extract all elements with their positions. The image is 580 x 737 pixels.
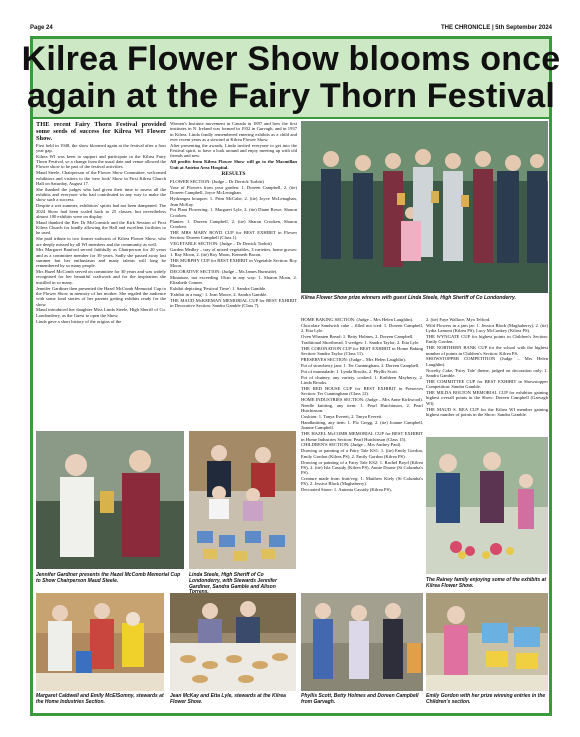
photo-rainey-family [426,437,548,574]
paragraph: THE recent Fairy Thorn Festival provided some seeds of success for Kilrea WI Flower Show. [36,121,166,142]
result-entry: 'Exhibit in a mug': 1. Jean Moore, 2. Sandra Gamble. [170,292,268,298]
paragraph: Kilrea WI was keen to support and participate in the Kilrea Fairy Thorn Festival, so a change from the usual date and venue allowed the Flower show to be part of the festival activities. [36,153,166,170]
result-entry: THE MAUD S. REA CUP for the Kilrea WI member gaining highest number of points in the Show: Sandra Gamble. [426,406,548,417]
photo-emily-gordon [426,593,548,691]
result-entry: Vase of Flowers from your garden: 1. Doreen Campbell, 2. (tie) Doreen Campbell, Joyce McLenaghan. [170,185,297,196]
result-entry: FLOWER SECTION: (Judge – Dr Derrick Turbitt) [170,179,264,185]
paragraph: Maud thanked the Rev Dr McCormick and the Kirk Session of First Kilrea Church for kindly allowing the Hall and excellent facilities to be used. [36,219,166,236]
result-entry: Decorated Stone: 1. Antonia Cassidy (Kilrea PS), [301,487,392,493]
result-entry: 2. (tie) Faye Wallace, Mya Telford. [426,317,491,322]
paragraph: First held in 1948, the show bloomed again at the festival after a four year gap. [36,142,166,153]
result-entry: Cushion: 1. Tanya Everett, 2. Tanya Everett. [301,414,383,420]
caption-rainey-family: The Rainey family enjoying some of the exhibits at Kilrea Flower Show. [426,577,547,589]
result-entry: Traditional Shortbread, 5 wedges: 1. Sandra Taylor, 2. Etta Lyle. [301,339,420,345]
caption-phyllis-scott: Phyllis Scott, Betty Holmes and Doreen Campbell from Garvagh. [301,693,419,705]
result-entry: HOME INDUSTRIES SECTION: (Judge – Mrs Anne Kirkwood). [301,397,423,403]
result-entry: Exhibit depicting 'Festival Time': 1. Sandra Gamble. [170,286,267,292]
result-entry: Pot Plant Flowering: 1. Margaret Lyle, 2. (tie) Diane Rowe, Sharon Crooken. [170,207,297,218]
paragraph: Mrs Hazel McComb served on committee for 30 years and was widely recognised for her beautiful craftwork and for the inspiration she instilled in so many. [36,269,166,285]
page-number: Page 24 [30,25,53,31]
result-entry: Creature made from fruit/veg: 1. Matthew Kiely (St Columba's PS), 2. Jessica Black (Maghaberry). [301,476,423,487]
result-entry: Drawing or painting of a Fairy Tale KS1: 1. (tie) Emily Gordon, Emily Gordon (Kilrea PS), 2. Emily Gordon (Kilrea PS). [301,448,423,459]
paragraph: She thanked the judges who had given their time to assess all the exhibits and everyone who had contributed in any way to make the show such a success. [36,186,166,203]
result-entry: Novelty Cake, 'Fairy Tale' theme, judged on decoration only: 1. Sandra Gamble. [426,367,548,378]
result-entry: THE COMMITTEE CUP for BEST EXHIBIT in Showstopper Competition: Sandra Gamble. [426,378,548,390]
result-entry: THE MURPHY CUP for BEST EXHIBIT in Vegetable Section: Roy Moon. [170,258,297,269]
result-entry: DECORATIVE SECTION: (Judge – Ms James Burnside). [170,269,278,275]
result-entry: Miniature, not exceeding 10cm in any way: 1. Sharon Moon, 2. Elizabeth Conner. [170,275,297,286]
result-entry: THE MILDA BOLTON MEMORIAL CUP for exhibitor gaining highest overall points in the Show: Doreen Campbell (Garvagh WI). [426,390,548,406]
paragraph: Jennifer Gardiner then presented the Hazel McComb Memorial Cup to the Flower Show in memory of her mother. She regaled the audience with some fond stories of her parents getting exhibits ready for the show. [36,285,166,307]
result-entry: Pot of strawberry jam: 1. Ter Cunningham, 2. Doreen Campbell. [301,362,420,368]
caption-prize-winners: Kilrea Flower Show prize winners with guest Linda Steele, High Sheriff of Co Londonderry. [301,295,517,301]
headline-line-1: Kilrea Flower Show blooms once [21,40,561,78]
result-entry: SHOWSTOPPER COMPETITION (Judge – Mrs Helen Laughlin). [426,356,548,367]
result-entry: CHILDREN'S SECTION: (Judge – Mrs Audrey Paul). [301,442,402,448]
text-column-4 [426,317,548,433]
result-entry: THE MAUD McKEEMAN MEMORIAL CUP for BEST EXHIBIT in Decorative Section: Sandra Gamble (Class 7). [170,298,297,309]
paragraph: Maud introduced her daughter Miss Linda Steele, High Sheriff of Co. Londonderry, as the Guest to open the Show. [36,307,166,318]
photo-phyllis-betty-doreen [301,593,423,691]
result-entry: Handknitting, any item: 1. Flo Gregg, 2. (tie) Joanne Campbell, Joanne Campbell. [301,420,423,431]
result-entry: Garden Medley – tray of mixed vegetables, 3 varieties, home grown: 1. Ray Moon, 2. (tie) Roy Moon, Kenneth Bacon. [170,246,297,258]
paragraph: After presenting the awards, Linda invited everyone to get into the Festival spirit, to have a look around and enjoy meeting up with old friends and new. [170,142,297,159]
results-heading: RESULTS [221,170,246,177]
photo-margaret-caldwell [36,593,164,691]
result-entry: THE CORONATION CUP for BEST EXHIBIT in Home Baking Section: Sandra Taylor (Class 11). [301,345,423,357]
caption-jennifer-gardiner: Jennifer Gardiner presents the Hazel McComb Memorial Cup to Show Chairperson Maud Steele. [36,572,181,584]
text-column-2 [170,121,297,427]
result-entry: Chocolate Sandwich cake – filled not iced: 1. Doreen Campbell, 2. Etta Lyle. [301,322,423,334]
paragraph: She paid tribute to two former stalwarts of Kilrea Flower Show, who are deeply missed by all WI members and the community as well. [36,236,166,247]
headline-line-2: again at the Fairy Thorn Festival [26,77,556,115]
result-entry: THE HAZEL McCOMB MEMORIAL CUP for BEST EXHIBIT in Home Industries Section: Pearl Hutchinson (Class 15). [301,431,423,442]
paragraph: Maud Steele, Chairperson of the Flower Show Committee, welcomed exhibitors and visitors to the 'new look' Show in First Kilrea Church Hall on Saturday, August 17. [36,170,166,186]
result-entry: THE WYNGATE CUP for highest points in Children's Section: Emily Gordon. [426,334,548,345]
result-entry: PRESERVES SECTION: (Judge – Mrs Helen Laughlin). [301,357,406,363]
paragraph: Mrs Margaret Banford served faithfully as Chairperson for 20 years and as a committee member for 39 years. Sadly she passed away last summer but her enthusiasm and many talents will long be remembered by so many people. [36,247,166,269]
photo-prize-winners [301,121,548,293]
result-entry: Hydrangea bouquet: 1. Prim McCabe, 2. (tie) Joyce McLenaghan, Jean McKay. [170,196,297,207]
result-entry: THE RED HOUSE CUP for BEST EXHIBIT in Preserves Section: Ter Cunningham (Class 12). [301,385,423,397]
article-body [33,119,549,713]
photo-linda-steele-stewards [189,431,296,569]
article-frame [21,36,561,716]
result-entry: THE NORTHERN BANK CUP for the school with the highest number of points in Children's Section: Kilrea PS. [426,345,548,356]
result-entry: Planter: 1. Doreen Campbell, 2. (tie) Sharon Crooken, Sharon Crooken. [170,218,297,229]
text-column-1 [36,121,166,427]
paper-name-date: THE CHRONICLE | 5th September 2024 [440,25,552,31]
caption-margaret-caldwell: Margaret Caldwell and Emily McElSomny, stewards at the Home Industries Section. [36,693,164,705]
paragraph: Women's Institute movement in Canada in 1897 and how the first institutes in N. Ireland was formed in 1932 in Garvagh, and in 1937 in Kilrea. Linda fondly remembered entering exhibits as a child and ever recent years as a steward at Kilrea Flower Show. [170,121,297,142]
result-entry: Drawing or painting of a Fairy Tale KS2: 1. Rachel Boyd (Kilrea PS), 2. (tie) Isla Cassidy (Kilrea PS), Annie Doone (St Columba's PS). [301,459,423,476]
result-entry: HOME BAKING SECTION: (Judge – Mrs Helen Laughlin). [301,317,414,322]
result-entry: Pot of chutney, any variety, cooked: 1. Kathleen Mayberry, 2. Linda Brooks. [301,374,423,386]
text-column-3 [301,317,423,572]
headline-banner [21,39,561,117]
result-entry: Needle knitting, any item: 1. Pearl Hutchinson, 2. Pearl Hutchinson. [301,402,423,414]
paragraph: Despite a wet summer, exhibitors' spirits had not been dampened. The 2024 Show had been scaled back to 25 classes, but nevertheless almost 100 exhibits were on display. [36,203,166,219]
result-entry: THE MRS MARY BOYD CUP for BEST EXHIBIT in Flower Section: Doreen Campbell (Class 1). [170,229,297,241]
result-entry: Oven Wheaten Bread: 1. Betty Holmes, 2. Doreen Campbell. [301,334,414,340]
result-entry: Wild Flowers in a jam jar: 1. Jessica Black (Maghaberry), 2. (tie) Lydia Lamont (Kilrea PS), Lucy McConkey (Kilrea PS). [426,322,548,334]
result-entry: Pot of marmalade: 1. Lynda Brooks, 2. Phyllis Scott. [301,368,398,374]
caption-emily-gordon: Emily Gordon with her prize winning entries in the Children's section. [426,693,546,705]
page-header [30,25,552,33]
caption-jean-mckay: Jean McKay and Etta Lyle, stewards at the Kilrea Flower Show. [170,693,286,705]
caption-linda-steele: Linda Steele, High Sheriff of Co Londonderry, with Stewards Jennifer Gardiner, Sandra Gamble and Alison [189,572,277,590]
photo-jennifer-gardiner [36,431,184,569]
paragraph: All profits from Kilrea Flower Show will go to the Macmillan Unit at Antrim Area Hospital. [170,159,297,170]
result-entry: VEGETABLE SECTION: (Judge – Dr Derrick Turbitt) [170,240,272,246]
paragraph: Linda gave a short history of the origins of the [36,318,122,324]
photo-jean-mckay-etta-lyle [170,593,296,691]
